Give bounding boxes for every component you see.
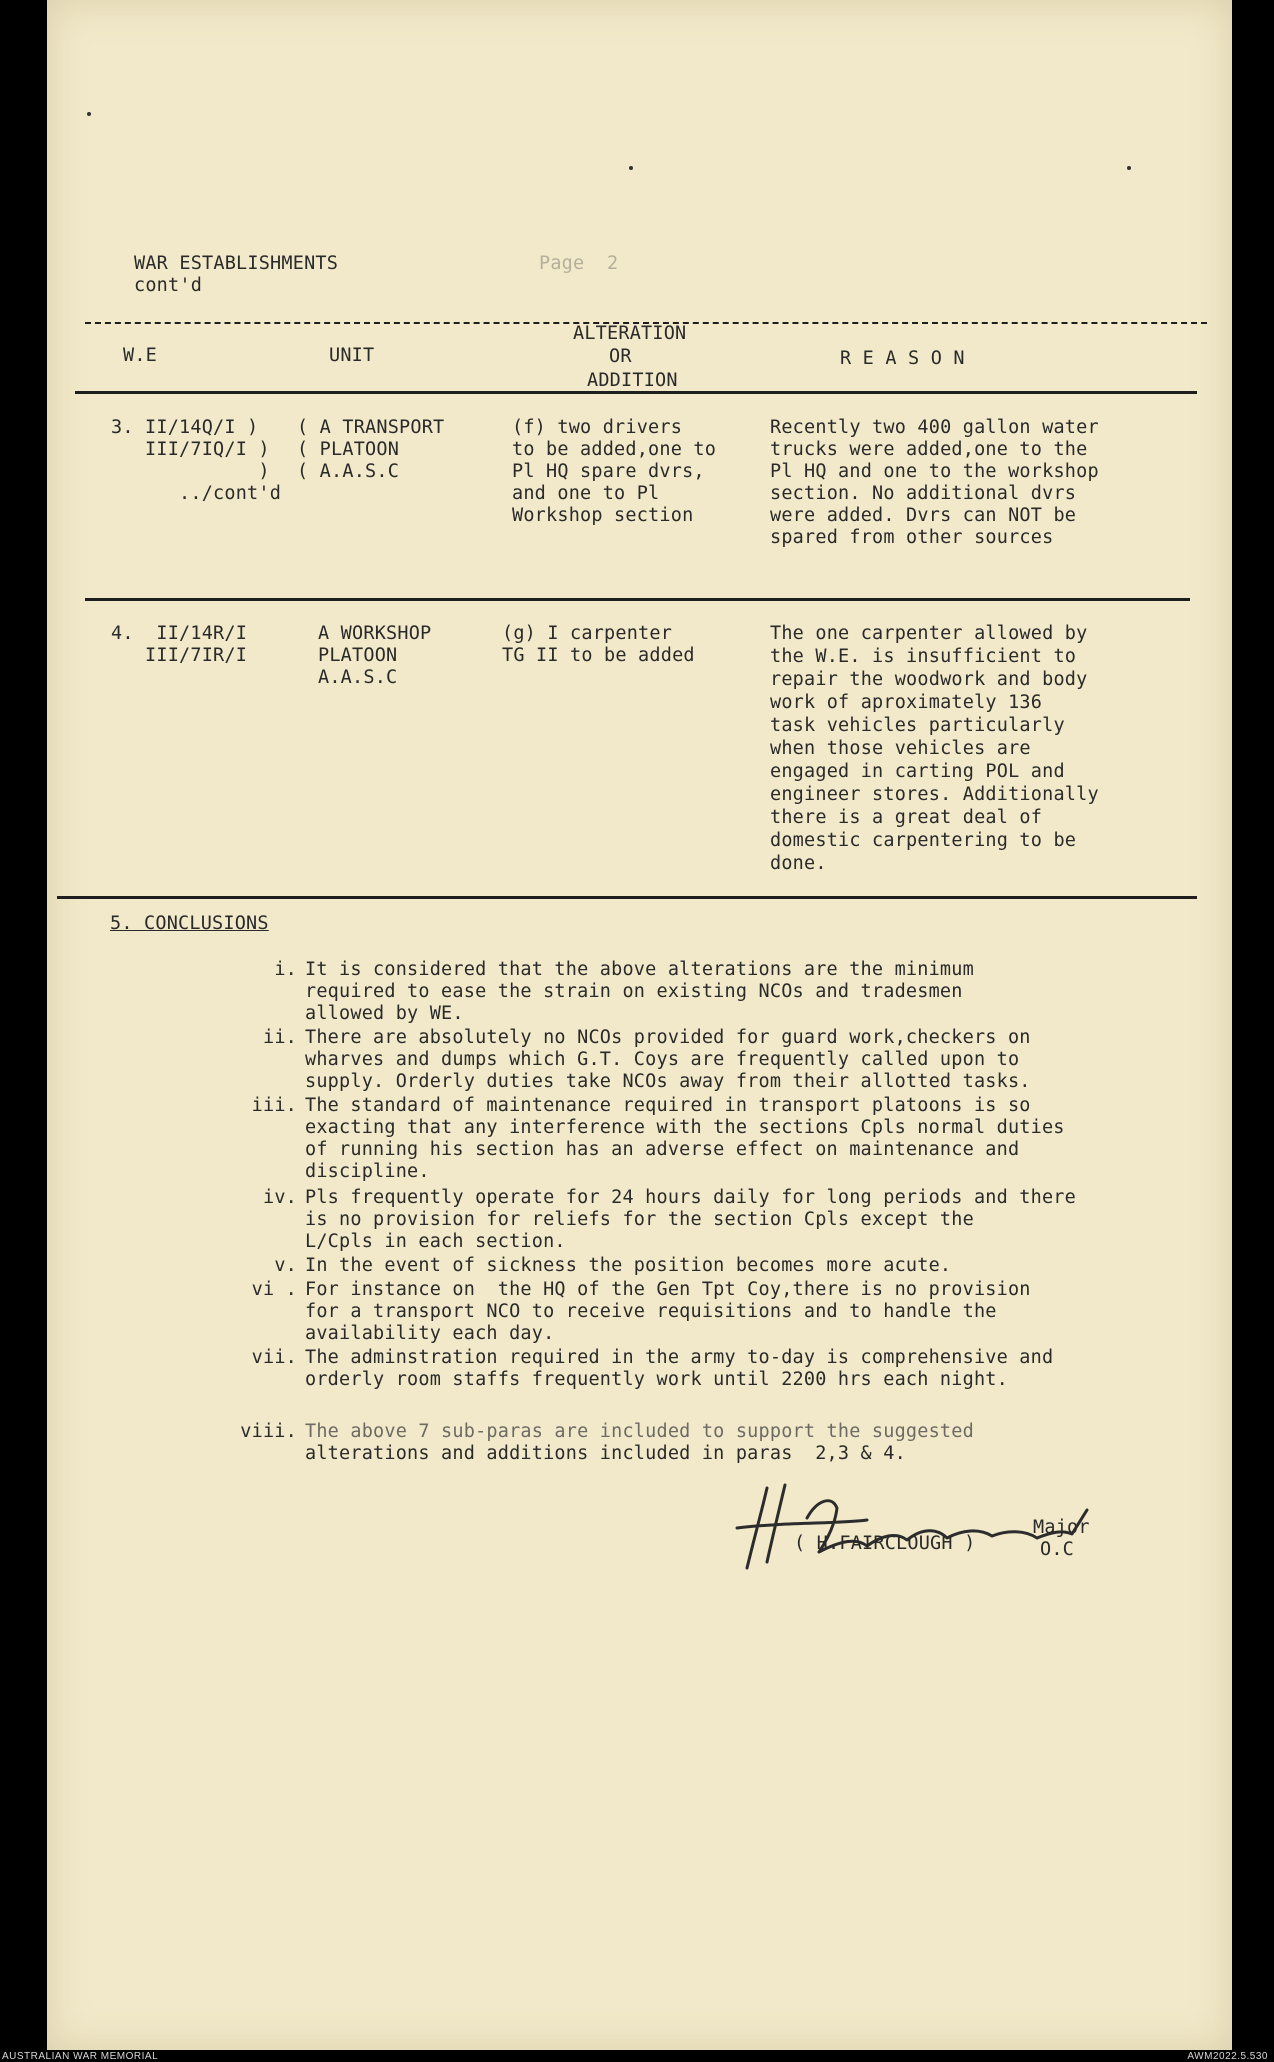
row4-reason-5: task vehicles particularly <box>770 715 1065 736</box>
item-line: alterations and additions included in paras 2,3 & 4. <box>305 1443 906 1464</box>
item-number: ii. <box>262 1027 297 1048</box>
item-line: The standard of maintenance required in transport platoons is so <box>305 1095 1031 1116</box>
row3-unit-2: ( PLATOON <box>297 439 400 460</box>
row3-reason-1: Recently two 400 gallon water <box>770 417 1099 438</box>
item-number: i. <box>274 959 297 980</box>
row4-unit-2: PLATOON <box>318 645 398 666</box>
item-number: viii. <box>240 1421 297 1442</box>
col-alteration-header-3: ADDITION <box>587 370 678 391</box>
row4-reason-9: there is a great deal of <box>770 807 1043 828</box>
item-number: vii. <box>251 1347 297 1368</box>
col-reason-header: R E A S O N <box>840 348 965 369</box>
col-unit-header: UNIT <box>329 345 375 366</box>
row3-alt-5: Workshop section <box>512 505 694 526</box>
item-line: is no provision for reliefs for the section Cpls except the <box>305 1209 974 1230</box>
row3-reason-4: section. No additional dvrs <box>770 483 1077 504</box>
row4-reason-2: the W.E. is insufficient to <box>770 646 1077 667</box>
row4-alt-1: (g) I carpenter <box>502 623 673 644</box>
row4-we-2: III/7IR/I <box>111 645 248 666</box>
row4-alt-2: TG II to be added <box>502 645 695 666</box>
item-line: supply. Orderly duties take NCOs away from their allotted tasks. <box>305 1071 1031 1092</box>
item-line: exacting that any interference with the sections Cpls normal duties <box>305 1117 1065 1138</box>
item-line: of running his section has an adverse effect on maintenance and <box>305 1139 1020 1160</box>
table-bottom-rule <box>57 896 1197 899</box>
col-alteration-header-1: ALTERATION <box>573 323 687 344</box>
row3-unit-3: ( A.A.S.C <box>297 461 400 482</box>
row4-reason-11: done. <box>770 853 827 874</box>
item-line: Pls frequently operate for 24 hours daily for long periods and there <box>305 1187 1076 1208</box>
item-line: required to ease the strain on existing NCOs and tradesmen <box>305 981 963 1002</box>
footer-source: AUSTRALIAN WAR MEMORIAL <box>2 2051 159 2062</box>
item-line: discipline. <box>305 1161 430 1182</box>
row4-reason-3: repair the woodwork and body <box>770 669 1088 690</box>
row4-we-1: 4. II/14R/I <box>111 623 248 644</box>
row3-reason-3: Pl HQ and one to the workshop <box>770 461 1099 482</box>
row3-alt-3: Pl HQ spare dvrs, <box>512 461 705 482</box>
row4-reason-10: domestic carpentering to be <box>770 830 1077 851</box>
item-line: availability each day. <box>305 1323 555 1344</box>
row4-reason-4: work of aproximately 136 <box>770 692 1043 713</box>
row4-reason-8: engineer stores. Additionally <box>770 784 1099 805</box>
page-number: Page 2 <box>539 253 619 274</box>
item-number: v. <box>274 1255 297 1276</box>
document-subtitle: cont'd <box>134 275 203 296</box>
item-line: for a transport NCO to receive requisitions and to handle the <box>305 1301 997 1322</box>
signatory-name: ( H.FAIRCLOUGH ) <box>794 1533 976 1554</box>
row3-we-3: ) <box>111 461 270 482</box>
signatory-rank: Major <box>1033 1517 1090 1538</box>
item-line: It is considered that the above alterations are the minimum <box>305 959 974 980</box>
row4-unit-3: A.A.S.C <box>318 667 398 688</box>
item-line: L/Cpls in each section. <box>305 1231 566 1252</box>
col-alteration-header-2: OR <box>609 346 632 367</box>
row4-unit-1: A WORKSHOP <box>318 623 432 644</box>
row4-reason-1: The one carpenter allowed by <box>770 623 1088 644</box>
row3-we-4: ../cont'd <box>111 483 282 504</box>
item-line: The adminstration required in the army to-day is comprehensive and <box>305 1347 1054 1368</box>
footer-reference: AWM2022.5.530 <box>1187 2051 1268 2062</box>
item-line: The above 7 sub-paras are included to support the suggested <box>305 1421 974 1442</box>
row3-we-2: III/7IQ/I ) <box>111 439 270 460</box>
row4-reason-6: when those vehicles are <box>770 738 1031 759</box>
row3-reason-6: spared from other sources <box>770 527 1054 548</box>
row3-alt-4: and one to Pl <box>512 483 660 504</box>
row3-reason-2: trucks were added,one to the <box>770 439 1088 460</box>
row3-alt-1: (f) two drivers <box>512 417 683 438</box>
item-number: iv. <box>262 1187 297 1208</box>
col-we-header: W.E <box>123 345 158 366</box>
row3-we-1: 3. II/14Q/I ) <box>111 417 259 438</box>
row3-reason-5: were added. Dvrs can NOT be <box>770 505 1077 526</box>
item-line: wharves and dumps which G.T. Coys are frequently called upon to <box>305 1049 1020 1070</box>
document-page <box>47 0 1232 2050</box>
document-title: WAR ESTABLISHMENTS <box>134 253 339 274</box>
row3-unit-1: ( A TRANSPORT <box>297 417 445 438</box>
item-line: For instance on the HQ of the Gen Tpt Coy,there is no provision <box>305 1279 1031 1300</box>
header-rule <box>75 391 1197 394</box>
row3-alt-2: to be added,one to <box>512 439 717 460</box>
item-number: vi . <box>251 1279 297 1300</box>
item-line: allowed by WE. <box>305 1003 464 1024</box>
item-number: iii. <box>251 1095 297 1116</box>
item-line: In the event of sickness the position becomes more acute. <box>305 1255 952 1276</box>
signatory-role: O.C <box>1040 1539 1075 1560</box>
item-line: orderly room staffs frequently work until 2200 hrs each night. <box>305 1369 1008 1390</box>
item-line: There are absolutely no NCOs provided for guard work,checkers on <box>305 1027 1031 1048</box>
row-divider <box>85 598 1190 601</box>
row4-reason-7: engaged in carting POL and <box>770 761 1065 782</box>
conclusions-heading: 5. CONCLUSIONS <box>110 913 269 934</box>
